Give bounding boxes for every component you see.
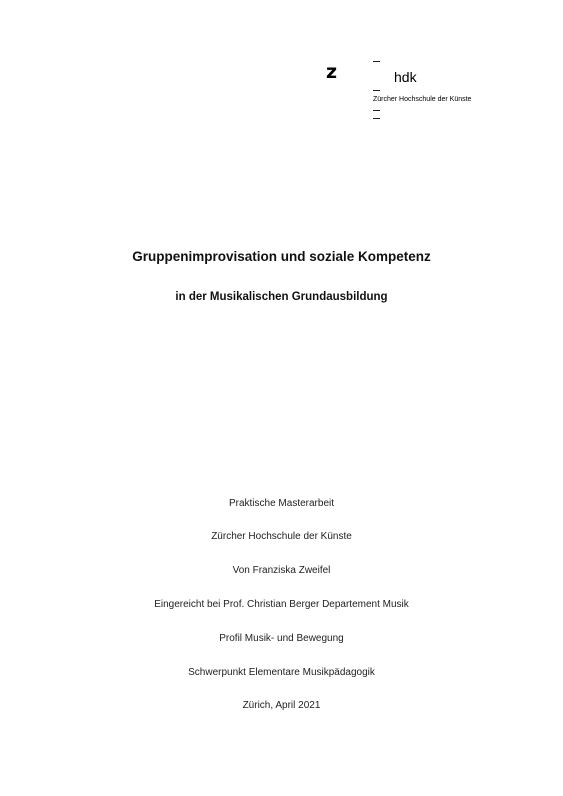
logo-mark: z — [326, 61, 338, 83]
zhdk-logo — [326, 58, 486, 122]
info-line-institution: Zürcher Hochschule der Künste — [211, 531, 352, 542]
logo-dash — [373, 110, 380, 111]
info-line-focus: Schwerpunkt Elementare Musikpädagogik — [188, 667, 375, 678]
info-line-profile: Profil Musik- und Bewegung — [219, 633, 344, 644]
logo-dash — [373, 118, 380, 119]
info-line-supervisor: Eingereicht bei Prof. Christian Berger Departement Musik — [154, 599, 409, 610]
logo-name: hdk — [394, 69, 417, 85]
info-line-thesis-type: Praktische Masterarbeit — [228, 498, 335, 509]
logo-dash — [373, 90, 380, 91]
info-line-author: Von Franziska Zweifel — [232, 565, 331, 576]
logo-dash — [373, 61, 380, 62]
document-title: Gruppenimprovisation und soziale Kompetenz — [132, 249, 431, 264]
document-subtitle: in der Musikalischen Grundausbildung — [175, 291, 388, 303]
info-line-place-date: Zürich, April 2021 — [242, 700, 321, 711]
logo-subtitle: Zürcher Hochschule der Künste — [373, 96, 472, 103]
